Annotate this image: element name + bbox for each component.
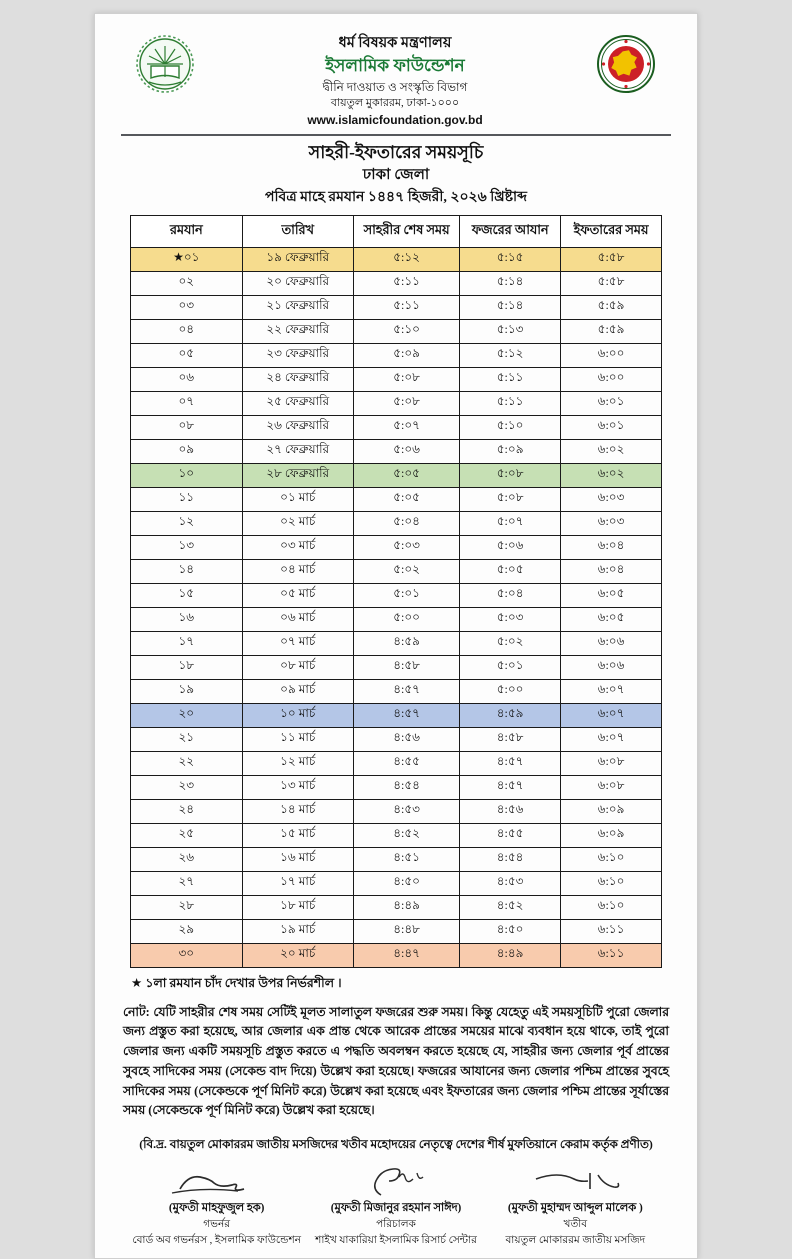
table-row xyxy=(131,943,662,967)
table-row xyxy=(131,871,662,895)
cell-date: ১২ মার্চ xyxy=(242,751,354,775)
district-title: ঢাকা জেলা xyxy=(362,167,430,184)
cell-fajr-azan: ৫:০৬ xyxy=(460,535,561,559)
cell-iftar: ৬:০৫ xyxy=(561,607,662,631)
cell-fajr-azan: ৫:১৫ xyxy=(460,247,561,271)
cell-ramadan: ১১ xyxy=(131,487,243,511)
timetable-body xyxy=(131,247,662,967)
cell-fajr-azan: ৫:০৮ xyxy=(460,463,561,487)
table-row xyxy=(131,535,662,559)
cell-sehri-end: ৫:০৪ xyxy=(354,511,460,535)
cell-ramadan: ২৩ xyxy=(131,775,243,799)
cell-date: ০৪ মার্চ xyxy=(242,559,354,583)
signature-icon xyxy=(520,1165,630,1199)
table-row xyxy=(131,247,662,271)
division-name: দ্বীনি দাওয়াত ও সংস্কৃতি বিভাগ xyxy=(322,79,468,94)
cell-ramadan: ০৩ xyxy=(131,295,243,319)
cell-fajr-azan: ৪:৫২ xyxy=(460,895,561,919)
cell-ramadan: ২৬ xyxy=(131,847,243,871)
cell-iftar: ৬:১০ xyxy=(561,871,662,895)
header-divider xyxy=(121,134,671,136)
cell-fajr-azan: ৫:০৭ xyxy=(460,511,561,535)
cell-ramadan: ০৮ xyxy=(131,415,243,439)
cell-ramadan: ০৯ xyxy=(131,439,243,463)
cell-iftar: ৬:১০ xyxy=(561,895,662,919)
cell-iftar: ৬:০১ xyxy=(561,391,662,415)
signer-name: (মুফতী মাহফুজুল হক) xyxy=(168,1201,265,1214)
cell-sehri-end: ৫:০০ xyxy=(354,607,460,631)
cell-fajr-azan: ৫:০৩ xyxy=(460,607,561,631)
cell-ramadan: ১৪ xyxy=(131,559,243,583)
table-row xyxy=(131,511,662,535)
cell-date: ২৮ ফেব্রুয়ারি xyxy=(242,463,354,487)
cell-iftar: ৬:০৭ xyxy=(561,679,662,703)
cell-ramadan: ৩০ xyxy=(131,943,243,967)
website-link[interactable]: www.islamicfoundation.gov.bd xyxy=(307,112,483,127)
cell-ramadan: ১৭ xyxy=(131,631,243,655)
cell-ramadan: ২৪ xyxy=(131,799,243,823)
cell-iftar: ৫:৫৯ xyxy=(561,319,662,343)
cell-iftar: ৬:১১ xyxy=(561,919,662,943)
cell-iftar: ৬:০৩ xyxy=(561,511,662,535)
table-row xyxy=(131,487,662,511)
cell-fajr-azan: ৪:৫৭ xyxy=(460,775,561,799)
cell-date: ০৭ মার্চ xyxy=(242,631,354,655)
ministry-name: ধর্ম বিষয়ক মন্ত্রণালয় xyxy=(338,35,452,51)
cell-ramadan: ১৮ xyxy=(131,655,243,679)
table-row xyxy=(131,343,662,367)
cell-fajr-azan: ৪:৫৫ xyxy=(460,823,561,847)
organization-name: ইসলামিক ফাউন্ডেশন xyxy=(325,55,465,75)
cell-sehri-end: ৪:৫৫ xyxy=(354,751,460,775)
table-row xyxy=(131,799,662,823)
col-header-ramadan: রমযান xyxy=(131,215,243,247)
signature-block-khatib xyxy=(486,1165,665,1248)
cell-fajr-azan: ৫:১১ xyxy=(460,391,561,415)
table-row xyxy=(131,271,662,295)
cell-sehri-end: ৪:৫৮ xyxy=(354,655,460,679)
letterhead xyxy=(121,28,671,128)
table-row xyxy=(131,583,662,607)
cell-ramadan: ২২ xyxy=(131,751,243,775)
cell-fajr-azan: ৫:০৫ xyxy=(460,559,561,583)
cell-sehri-end: ৫:০৯ xyxy=(354,343,460,367)
cell-fajr-azan: ৪:৫০ xyxy=(460,919,561,943)
methodology-note xyxy=(123,1003,669,1121)
signature-block-governor xyxy=(127,1165,306,1248)
ramadan-year-subtitle: পবিত্র মাহে রমযান ১৪৪৭ হিজরী, ২০২৬ খ্রিষ্টাব্দ xyxy=(265,190,527,206)
cell-sehri-end: ৪:৫৩ xyxy=(354,799,460,823)
cell-iftar: ৬:০৯ xyxy=(561,823,662,847)
table-row xyxy=(131,439,662,463)
cell-date: ২৬ ফেব্রুয়ারি xyxy=(242,415,354,439)
cell-sehri-end: ৪:৫৭ xyxy=(354,703,460,727)
cell-sehri-end: ৪:৫৯ xyxy=(354,631,460,655)
cell-sehri-end: ৪:৫০ xyxy=(354,871,460,895)
signature-icon xyxy=(341,1165,451,1199)
cell-iftar: ৬:০৩ xyxy=(561,487,662,511)
cell-date: ২০ মার্চ xyxy=(242,943,354,967)
cell-iftar: ৬:০৪ xyxy=(561,559,662,583)
cell-iftar: ৬:০৯ xyxy=(561,799,662,823)
cell-sehri-end: ৪:৫৬ xyxy=(354,727,460,751)
table-row xyxy=(131,391,662,415)
cell-fajr-azan: ৪:৪৯ xyxy=(460,943,561,967)
table-row xyxy=(131,295,662,319)
signature-icon xyxy=(162,1165,272,1199)
document-page xyxy=(94,13,698,1259)
cell-sehri-end: ৫:১১ xyxy=(354,295,460,319)
cell-sehri-end: ৫:১০ xyxy=(354,319,460,343)
signer-org: বায়তুল মোকাররম জাতীয় মসজিদ xyxy=(505,1234,646,1246)
table-header-row xyxy=(131,215,662,247)
cell-ramadan: ১৬ xyxy=(131,607,243,631)
cell-fajr-azan: ৫:১৪ xyxy=(460,295,561,319)
table-row xyxy=(131,631,662,655)
cell-iftar: ৬:১০ xyxy=(561,847,662,871)
cell-date: ২৭ ফেব্রুয়ারি xyxy=(242,439,354,463)
col-header-iftar: ইফতারের সময় xyxy=(561,215,662,247)
table-row xyxy=(131,559,662,583)
signer-title: পরিচালক xyxy=(376,1218,416,1230)
col-header-date: তারিখ xyxy=(242,215,354,247)
cell-ramadan: ২৮ xyxy=(131,895,243,919)
cell-ramadan: ২১ xyxy=(131,727,243,751)
cell-fajr-azan: ৫:০১ xyxy=(460,655,561,679)
signer-name: (মুফতী মুহাম্মদ আব্দুল মালেক ) xyxy=(507,1201,643,1214)
cell-date: ০৯ মার্চ xyxy=(242,679,354,703)
cell-ramadan: ০৬ xyxy=(131,367,243,391)
cell-ramadan: ২৫ xyxy=(131,823,243,847)
cell-ramadan: ১৩ xyxy=(131,535,243,559)
cell-fajr-azan: ৫:১০ xyxy=(460,415,561,439)
cell-date: ১৮ মার্চ xyxy=(242,895,354,919)
cell-iftar: ৬:০৫ xyxy=(561,583,662,607)
cell-fajr-azan: ৫:০৮ xyxy=(460,487,561,511)
table-row xyxy=(131,703,662,727)
cell-ramadan: ১৯ xyxy=(131,679,243,703)
cell-sehri-end: ৫:০৮ xyxy=(354,367,460,391)
cell-date: ০১ মার্চ xyxy=(242,487,354,511)
cell-iftar: ৬:০৮ xyxy=(561,751,662,775)
cell-sehri-end: ৫:০৮ xyxy=(354,391,460,415)
cell-iftar: ৬:০৬ xyxy=(561,655,662,679)
table-row xyxy=(131,895,662,919)
cell-ramadan: ২৭ xyxy=(131,871,243,895)
cell-fajr-azan: ৫:০৪ xyxy=(460,583,561,607)
table-row xyxy=(131,655,662,679)
cell-fajr-azan: ৫:০৯ xyxy=(460,439,561,463)
moon-sighting-footnote: ★ ১লা রমযান চাঁদ দেখার উপর নির্ভরশীল । xyxy=(131,975,342,990)
cell-ramadan: ২৯ xyxy=(131,919,243,943)
cell-iftar: ৬:১১ xyxy=(561,943,662,967)
cell-iftar: ৬:০৮ xyxy=(561,775,662,799)
table-row xyxy=(131,319,662,343)
title-block xyxy=(121,140,671,208)
cell-date: ১৯ ফেব্রুয়ারি xyxy=(242,247,354,271)
cell-sehri-end: ৫:১২ xyxy=(354,247,460,271)
cell-date: ১৭ মার্চ xyxy=(242,871,354,895)
cell-date: ১১ মার্চ xyxy=(242,727,354,751)
cell-ramadan: ০৭ xyxy=(131,391,243,415)
cell-date: ১৩ মার্চ xyxy=(242,775,354,799)
cell-ramadan: ১২ xyxy=(131,511,243,535)
cell-sehri-end: ৪:৫২ xyxy=(354,823,460,847)
table-row xyxy=(131,847,662,871)
cell-date: ১৫ মার্চ xyxy=(242,823,354,847)
cell-sehri-end: ৫:১১ xyxy=(354,271,460,295)
table-row xyxy=(131,775,662,799)
cell-sehri-end: ৪:৪৯ xyxy=(354,895,460,919)
cell-iftar: ৬:০৭ xyxy=(561,703,662,727)
cell-iftar: ৫:৫৮ xyxy=(561,247,662,271)
table-row xyxy=(131,751,662,775)
cell-date: ১০ মার্চ xyxy=(242,703,354,727)
signature-block-director xyxy=(306,1165,485,1248)
cell-fajr-azan: ৪:৫৬ xyxy=(460,799,561,823)
note-label: নোট: xyxy=(123,1004,150,1019)
islamic-foundation-seal-icon xyxy=(135,32,195,101)
col-header-fajr-azan: ফজরের আযান xyxy=(460,215,561,247)
signer-title: গভর্নর xyxy=(203,1218,231,1230)
cell-fajr-azan: ৫:০২ xyxy=(460,631,561,655)
cell-iftar: ৬:০৭ xyxy=(561,727,662,751)
cell-ramadan: ০৫ xyxy=(131,343,243,367)
cell-date: ২৪ ফেব্রুয়ারি xyxy=(242,367,354,391)
table-row xyxy=(131,679,662,703)
attribution-line: (বি.দ্র. বায়তুল মোকাররম জাতীয় মসজিদের খতীব মহোদয়ের নেতৃত্বে দেশের শীর্ষ মুফতিয়ানে কেরাম কর্তৃক প্রণীত) xyxy=(139,1136,653,1151)
cell-sehri-end: ৪:৪৭ xyxy=(354,943,460,967)
cell-fajr-azan: ৪:৫৪ xyxy=(460,847,561,871)
cell-sehri-end: ৫:০৫ xyxy=(354,463,460,487)
table-row xyxy=(131,823,662,847)
col-header-sehri-end: সাহরীর শেষ সময় xyxy=(354,215,460,247)
table-row xyxy=(131,727,662,751)
cell-iftar: ৬:০৪ xyxy=(561,535,662,559)
cell-iftar: ৬:০০ xyxy=(561,367,662,391)
note-text: যেটি সাহরীর শেষ সময় সেটিই মূলত সালাতুল ফজরের শুরু সময়। কিন্তু যেহেতু এই সময়সূচিটি পুরো জেলার জন্য প্রস্তুত করা হয়েছে, আর জেলার এক প্রান্ত থেকে আরেক প্রান্তের সময়ের মাঝে ব্যবধান হয়ে থাকে, তাই পুরো জেলার জন্য একটি সময়সূচি প্রস্তুত করতে এ পদ্ধতি অবলম্বন করতে হয়েছে যে, সাহরীর জন্য জেলার পূর্ব প্রান্তের সুবহে সাদিকের সময় (সেকেন্ড বাদ দিয়ে) উল্লেখ করা হয়েছে। ফজরের আযানের জন্য জেলার পশ্চিম প্রান্তের সুবহে সাদিকের সময় (সেকেন্ডকে পূর্ণ মিনিট করে) উল্লেখ করা হয়েছে এবং ইফতারের জন্য জেলার পশ্চিম প্রান্তের সূর্যাস্তের সময় (সেকেন্ডকে পূর্ণ মিনিট করে) উল্লেখ করা হয়েছে। xyxy=(123,1004,669,1118)
sehri-iftar-table xyxy=(130,215,662,968)
cell-fajr-azan: ৪:৫৭ xyxy=(460,751,561,775)
signer-name: (মুফতী মিজানুর রহমান সাঈদ) xyxy=(330,1201,462,1214)
cell-date: ২৫ ফেব্রুয়ারি xyxy=(242,391,354,415)
cell-ramadan: ১৫ xyxy=(131,583,243,607)
cell-date: ২১ ফেব্রুয়ারি xyxy=(242,295,354,319)
cell-fajr-azan: ৪:৫৩ xyxy=(460,871,561,895)
cell-sehri-end: ৪:৫৭ xyxy=(354,679,460,703)
signer-title: খতীব xyxy=(563,1218,588,1230)
cell-sehri-end: ৫:০৩ xyxy=(354,535,460,559)
cell-sehri-end: ৫:০২ xyxy=(354,559,460,583)
cell-date: ০২ মার্চ xyxy=(242,511,354,535)
cell-fajr-azan: ৪:৫৮ xyxy=(460,727,561,751)
signer-org: বোর্ড অব গভর্নরস , ইসলামিক ফাউন্ডেশন xyxy=(132,1234,301,1246)
cell-date: ০৮ মার্চ xyxy=(242,655,354,679)
table-row xyxy=(131,415,662,439)
table-row xyxy=(131,463,662,487)
letterhead-text xyxy=(195,32,595,128)
cell-date: ১৪ মার্চ xyxy=(242,799,354,823)
table-row xyxy=(131,367,662,391)
cell-date: ১৬ মার্চ xyxy=(242,847,354,871)
table-row xyxy=(131,607,662,631)
cell-ramadan: ০৪ xyxy=(131,319,243,343)
cell-date: ০৬ মার্চ xyxy=(242,607,354,631)
cell-fajr-azan: ৫:১৪ xyxy=(460,271,561,295)
cell-fajr-azan: ৫:১২ xyxy=(460,343,561,367)
table-row xyxy=(131,919,662,943)
cell-iftar: ৬:০২ xyxy=(561,463,662,487)
cell-fajr-azan: ৫:১১ xyxy=(460,367,561,391)
cell-ramadan: ১০ xyxy=(131,463,243,487)
cell-sehri-end: ৪:৫১ xyxy=(354,847,460,871)
cell-date: ২৩ ফেব্রুয়ারি xyxy=(242,343,354,367)
page-title: সাহরী-ইফতারের সময়সূচি xyxy=(308,141,484,162)
address-line: বায়তুল মুকাররম, ঢাকা-১০০০ xyxy=(330,96,460,109)
signature-row xyxy=(127,1165,665,1248)
cell-date: ০৩ মার্চ xyxy=(242,535,354,559)
cell-sehri-end: ৫:০৬ xyxy=(354,439,460,463)
cell-date: ২২ ফেব্রুয়ারি xyxy=(242,319,354,343)
cell-sehri-end: ৪:৪৮ xyxy=(354,919,460,943)
cell-iftar: ৬:০৬ xyxy=(561,631,662,655)
cell-iftar: ৫:৫৮ xyxy=(561,271,662,295)
cell-fajr-azan: ৫:১৩ xyxy=(460,319,561,343)
cell-sehri-end: ৪:৫৪ xyxy=(354,775,460,799)
cell-sehri-end: ৫:০৭ xyxy=(354,415,460,439)
cell-iftar: ৫:৫৯ xyxy=(561,295,662,319)
cell-sehri-end: ৫:০৫ xyxy=(354,487,460,511)
cell-fajr-azan: ৫:০০ xyxy=(460,679,561,703)
cell-ramadan: ০২ xyxy=(131,271,243,295)
signer-org: শাইখ যাকারিয়া ইসলামিক রিসার্চ সেন্টার xyxy=(315,1234,477,1246)
cell-date: ২০ ফেব্রুয়ারি xyxy=(242,271,354,295)
cell-sehri-end: ৫:০১ xyxy=(354,583,460,607)
cell-date: ১৯ মার্চ xyxy=(242,919,354,943)
cell-date: ০৫ মার্চ xyxy=(242,583,354,607)
cell-iftar: ৬:০২ xyxy=(561,439,662,463)
cell-ramadan: ২০ xyxy=(131,703,243,727)
cell-iftar: ৬:০০ xyxy=(561,343,662,367)
bangladesh-government-seal-icon xyxy=(595,32,657,101)
cell-iftar: ৬:০১ xyxy=(561,415,662,439)
cell-fajr-azan: ৪:৫৯ xyxy=(460,703,561,727)
cell-ramadan: ★০১ xyxy=(131,247,243,271)
